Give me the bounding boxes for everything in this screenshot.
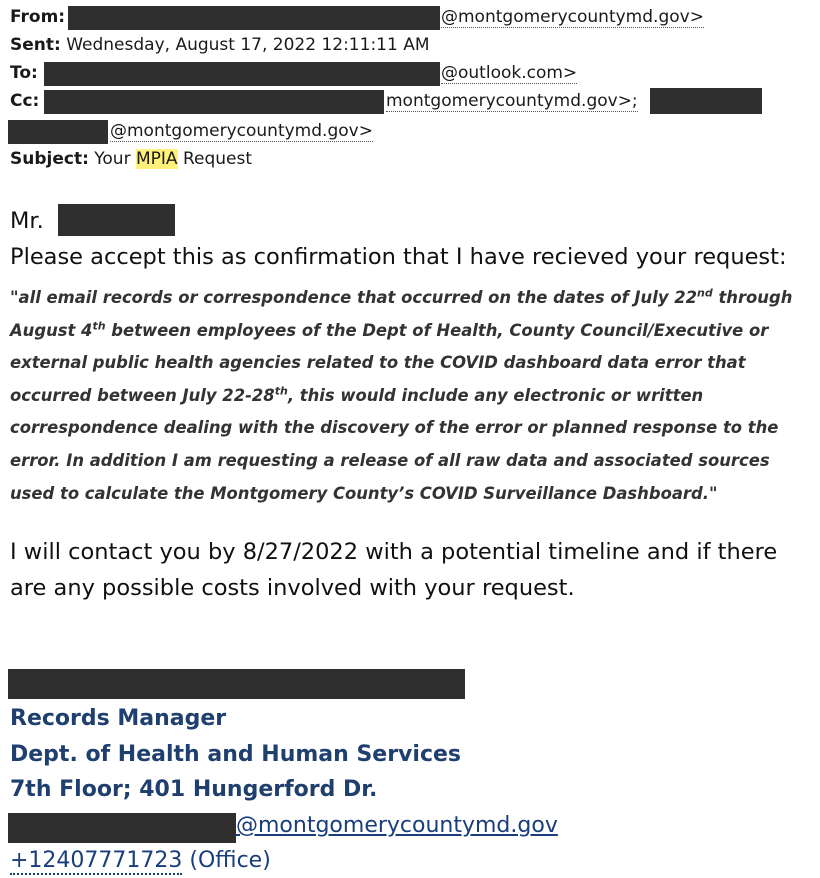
sent-line bbox=[10, 34, 430, 56]
subject-label: Subject: bbox=[10, 149, 89, 169]
cc-label: Cc: bbox=[10, 91, 40, 111]
from-address[interactable]: @montgomerycountymd.gov> bbox=[441, 7, 704, 27]
phone-number[interactable]: +12407771723 bbox=[10, 848, 183, 873]
request-quote: "all email records or correspondence that occurred on the dates of July 22nd through August 4th between employees of the Dept of Health, County Council/Executive or external public health agencies related to the COVID dashboard data error that occurred between July 22-28th, this would include any electronic or written correspondence dealing with the discovery of the error or planned response to the error. In addition I am requesting a release of all raw data and associated sources used to calculate the Montgomery County’s COVID Surveillance Dashboard." bbox=[10, 286, 793, 503]
phone-note: (Office) bbox=[189, 848, 271, 873]
sent-value: Wednesday, August 17, 2022 12:11:11 AM bbox=[66, 35, 430, 55]
followup-text: I will contact you by 8/27/2022 with a potential timeline and if there are any possible costs involved with your request. bbox=[10, 539, 778, 601]
redaction-signature-email bbox=[8, 813, 236, 843]
redaction-signature-name bbox=[8, 669, 465, 699]
signature-phone[interactable] bbox=[10, 848, 271, 873]
redaction-cc-2 bbox=[650, 88, 762, 114]
subject-post: Request bbox=[182, 149, 253, 169]
subject-pre: Your bbox=[94, 149, 131, 169]
redaction-cc-1 bbox=[44, 90, 384, 114]
cc-address-2[interactable]: @montgomerycountymd.gov> bbox=[110, 121, 373, 141]
subject-highlight: MPIA bbox=[135, 149, 178, 169]
redaction-to bbox=[44, 62, 440, 86]
signature-title: Records Manager bbox=[10, 706, 227, 731]
cc-address-1[interactable]: montgomerycountymd.gov>; bbox=[386, 91, 638, 111]
redaction-cc-3 bbox=[8, 120, 108, 144]
sent-label: Sent: bbox=[10, 35, 61, 55]
intro-text: Please accept this as confirmation that I have recieved your request: bbox=[10, 244, 787, 270]
to-address[interactable]: @outlook.com> bbox=[441, 63, 578, 83]
to-label: To: bbox=[10, 63, 38, 83]
from-label: From: bbox=[10, 7, 66, 27]
to-line bbox=[10, 62, 38, 84]
subject-line bbox=[10, 148, 252, 170]
redaction-name bbox=[58, 204, 175, 236]
signature-department: Dept. of Health and Human Services bbox=[10, 742, 461, 767]
signature-email[interactable]: @montgomerycountymd.gov bbox=[236, 813, 558, 838]
redaction-from bbox=[68, 6, 440, 30]
cc-line bbox=[10, 90, 39, 112]
greeting: Mr. bbox=[10, 208, 44, 234]
signature-address: 7th Floor; 401 Hungerford Dr. bbox=[10, 777, 378, 802]
from-line bbox=[10, 6, 65, 28]
